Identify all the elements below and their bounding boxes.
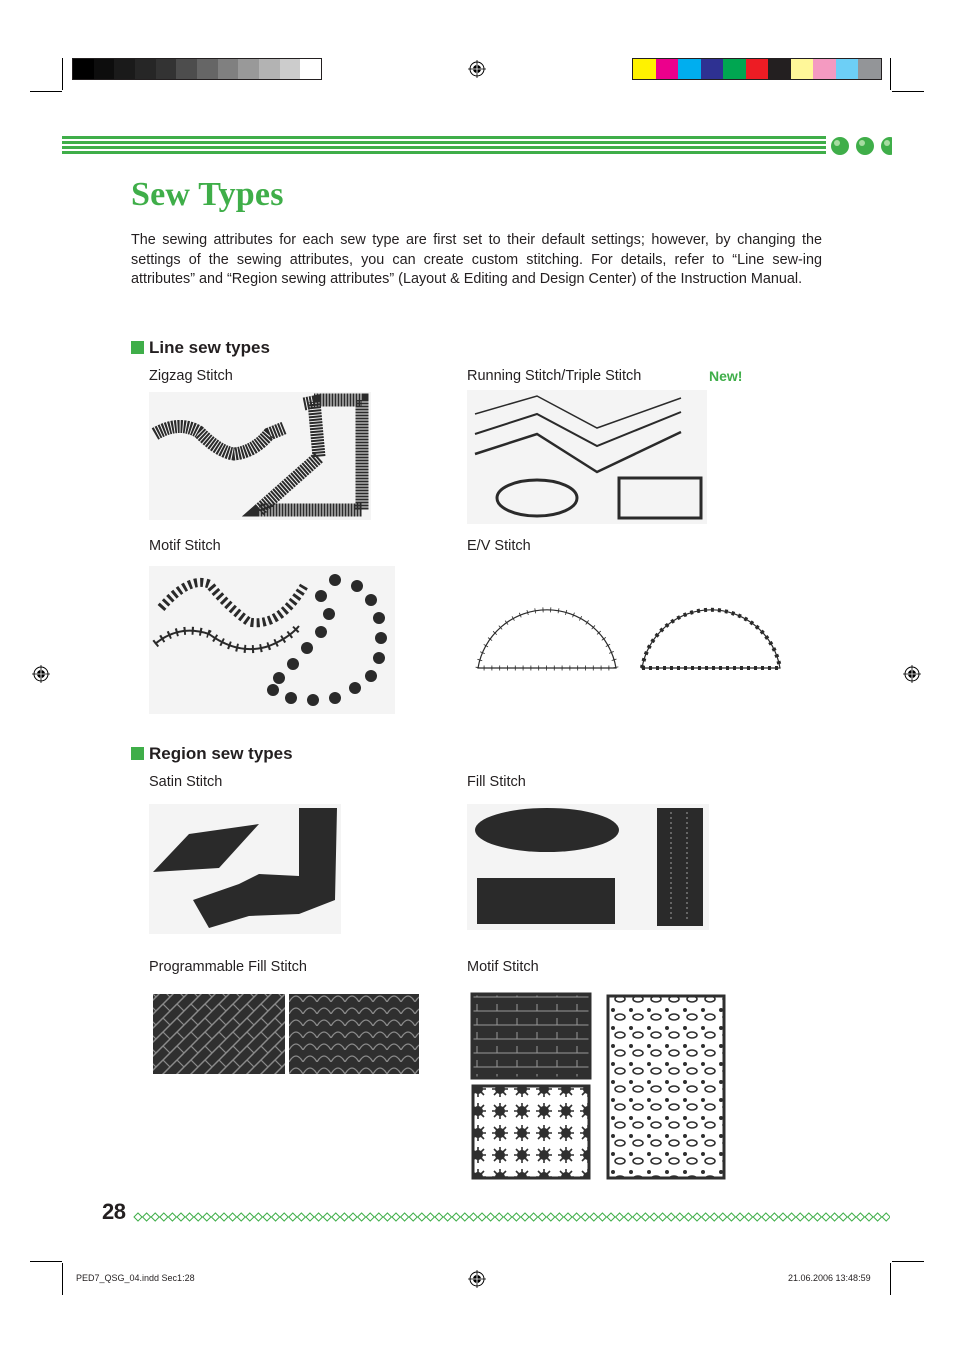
color-swatch bbox=[197, 59, 218, 79]
diamond-ornament bbox=[521, 1213, 529, 1221]
color-swatch bbox=[94, 59, 115, 79]
diamond-ornament bbox=[134, 1213, 142, 1221]
diamond-ornament bbox=[650, 1213, 658, 1221]
label-zigzag-stitch: Zigzag Stitch bbox=[149, 368, 233, 384]
color-calibration-bar bbox=[632, 58, 882, 80]
diamond-ornament bbox=[263, 1213, 271, 1221]
diamond-ornament bbox=[220, 1213, 228, 1221]
label-fill-stitch: Fill Stitch bbox=[467, 774, 526, 790]
color-swatch bbox=[656, 59, 679, 79]
diamond-ornament bbox=[753, 1213, 761, 1221]
diamond-ornament bbox=[418, 1213, 426, 1221]
page-title: Sew Types bbox=[131, 176, 284, 213]
diamond-ornament bbox=[702, 1213, 710, 1221]
color-swatch bbox=[176, 59, 197, 79]
color-swatch bbox=[768, 59, 791, 79]
diamond-ornament bbox=[444, 1213, 452, 1221]
diamond-ornament bbox=[710, 1213, 718, 1221]
ev-stitch-illustration bbox=[470, 572, 784, 674]
label-programmable-fill-stitch: Programmable Fill Stitch bbox=[149, 959, 307, 975]
crop-mark bbox=[62, 1263, 63, 1295]
crop-mark bbox=[892, 91, 924, 92]
color-swatch bbox=[238, 59, 259, 79]
diamond-ornament bbox=[882, 1213, 890, 1221]
diamond-ornament bbox=[194, 1213, 202, 1221]
diamond-ornament bbox=[693, 1213, 701, 1221]
crop-mark bbox=[890, 58, 891, 90]
zigzag-stitch-illustration bbox=[149, 392, 371, 520]
label-ev-stitch: E/V Stitch bbox=[467, 538, 531, 554]
motif-stitch-line-illustration bbox=[149, 566, 395, 714]
diamond-ornament bbox=[822, 1213, 830, 1221]
diamond-ornament bbox=[727, 1213, 735, 1221]
diamond-ornament bbox=[289, 1213, 297, 1221]
diamond-ornament bbox=[573, 1213, 581, 1221]
satin-stitch-illustration bbox=[149, 804, 341, 934]
color-swatch bbox=[73, 59, 94, 79]
diamond-ornament bbox=[168, 1213, 176, 1221]
diamond-ornament bbox=[598, 1213, 606, 1221]
slug-file-info: PED7_QSG_04.indd Sec1:28 bbox=[76, 1273, 195, 1283]
color-swatch bbox=[218, 59, 239, 79]
diamond-ornament bbox=[719, 1213, 727, 1221]
diamond-ornament bbox=[779, 1213, 787, 1221]
diamond-ornament bbox=[435, 1213, 443, 1221]
diamond-ornament bbox=[745, 1213, 753, 1221]
diamond-ornament bbox=[297, 1213, 305, 1221]
diamond-ornament bbox=[512, 1213, 520, 1221]
label-running-stitch: Running Stitch/Triple Stitch bbox=[467, 368, 642, 384]
crop-mark bbox=[892, 1261, 924, 1262]
color-swatch bbox=[701, 59, 724, 79]
diamond-ornament bbox=[796, 1213, 804, 1221]
diamond-ornament bbox=[349, 1213, 357, 1221]
diamond-ornament bbox=[547, 1213, 555, 1221]
color-swatch bbox=[259, 59, 280, 79]
crop-mark bbox=[62, 58, 63, 90]
diamond-ornament bbox=[641, 1213, 649, 1221]
page-number: 28 bbox=[102, 1199, 126, 1224]
diamond-ornament bbox=[426, 1213, 434, 1221]
heading-text: Region sew types bbox=[149, 744, 293, 763]
diamond-ornament bbox=[495, 1213, 503, 1221]
diamond-ornament bbox=[590, 1213, 598, 1221]
diamond-ornament bbox=[856, 1213, 864, 1221]
diamond-ornament bbox=[375, 1213, 383, 1221]
diamond-ornament bbox=[358, 1213, 366, 1221]
diamond-ornament bbox=[469, 1213, 477, 1221]
diamond-ornament bbox=[186, 1213, 194, 1221]
diamond-ornament bbox=[237, 1213, 245, 1221]
diamond-ornament bbox=[280, 1213, 288, 1221]
color-swatch bbox=[791, 59, 814, 79]
diamond-ornament bbox=[839, 1213, 847, 1221]
diamond-ornament bbox=[151, 1213, 159, 1221]
header-stripe-band bbox=[62, 134, 892, 158]
diamond-ornament bbox=[813, 1213, 821, 1221]
crop-mark bbox=[890, 1263, 891, 1295]
diamond-ornament bbox=[633, 1213, 641, 1221]
diamond-ornament bbox=[624, 1213, 632, 1221]
diamond-ornament bbox=[659, 1213, 667, 1221]
registration-mark-icon bbox=[32, 665, 50, 683]
registration-mark-icon bbox=[903, 665, 921, 683]
diamond-ornament bbox=[272, 1213, 280, 1221]
registration-mark-icon bbox=[468, 60, 486, 78]
diamond-ornament bbox=[461, 1213, 469, 1221]
diamond-ornament bbox=[211, 1213, 219, 1221]
color-swatch bbox=[156, 59, 177, 79]
new-badge: New! bbox=[709, 368, 743, 384]
color-swatch bbox=[836, 59, 859, 79]
color-swatch bbox=[813, 59, 836, 79]
diamond-ornament bbox=[229, 1213, 237, 1221]
programmable-fill-stitch-illustration bbox=[149, 990, 423, 1078]
color-swatch bbox=[723, 59, 746, 79]
diamond-ornament bbox=[340, 1213, 348, 1221]
green-square-bullet-icon bbox=[131, 341, 144, 354]
diamond-ornament bbox=[401, 1213, 409, 1221]
diamond-ornament bbox=[865, 1213, 873, 1221]
crop-mark bbox=[30, 91, 62, 92]
diamond-ornament bbox=[676, 1213, 684, 1221]
diamond-ornament bbox=[788, 1213, 796, 1221]
diamond-ornament bbox=[684, 1213, 692, 1221]
heading-text: Line sew types bbox=[149, 338, 270, 357]
green-square-bullet-icon bbox=[131, 747, 144, 760]
label-motif-stitch-line: Motif Stitch bbox=[149, 538, 221, 554]
color-swatch bbox=[633, 59, 656, 79]
diamond-ornament bbox=[306, 1213, 314, 1221]
diamond-ornament bbox=[762, 1213, 770, 1221]
registration-mark-icon bbox=[468, 1270, 486, 1288]
label-satin-stitch: Satin Stitch bbox=[149, 774, 223, 790]
diamond-ornament bbox=[504, 1213, 512, 1221]
diamond-ornament bbox=[392, 1213, 400, 1221]
running-stitch-illustration bbox=[467, 390, 707, 524]
diamond-ornament bbox=[607, 1213, 615, 1221]
color-swatch bbox=[114, 59, 135, 79]
diamond-ornament bbox=[143, 1213, 151, 1221]
section-heading-line-sew-types bbox=[131, 338, 270, 358]
diamond-ornament bbox=[770, 1213, 778, 1221]
diamond-ornament bbox=[160, 1213, 168, 1221]
slug-timestamp: 21.06.2006 13:48:59 bbox=[788, 1273, 871, 1283]
diamond-ornament bbox=[254, 1213, 262, 1221]
diamond-ornament bbox=[555, 1213, 563, 1221]
crop-mark bbox=[30, 1261, 62, 1262]
diamond-ornament bbox=[323, 1213, 331, 1221]
diamond-ornament bbox=[452, 1213, 460, 1221]
diamond-ornament bbox=[564, 1213, 572, 1221]
color-swatch bbox=[678, 59, 701, 79]
diamond-ornament bbox=[848, 1213, 856, 1221]
diamond-ornament bbox=[315, 1213, 323, 1221]
color-swatch bbox=[858, 59, 881, 79]
diamond-ornament bbox=[831, 1213, 839, 1221]
color-swatch bbox=[300, 59, 321, 79]
color-swatch bbox=[135, 59, 156, 79]
gray-ramp-bar bbox=[72, 58, 322, 80]
diamond-ornament bbox=[805, 1213, 813, 1221]
diamond-ornament bbox=[538, 1213, 546, 1221]
diamond-ornament bbox=[530, 1213, 538, 1221]
diamond-ornament bbox=[478, 1213, 486, 1221]
diamond-ornament bbox=[246, 1213, 254, 1221]
diamond-ornament bbox=[383, 1213, 391, 1221]
diamond-ornament bbox=[332, 1213, 340, 1221]
diamond-ornament bbox=[736, 1213, 744, 1221]
diamond-ornament bbox=[177, 1213, 185, 1221]
diamond-ornament bbox=[667, 1213, 675, 1221]
intro-paragraph: The sewing attributes for each sew type are first set to their default settings; however, by changing the settings of the sewing attributes, you can create custom stitching. For details, refer to “Line sew-ing attributes” and “Region sewing attributes” (Layout & Editing and Design Center) of the Instruction Manual. bbox=[131, 232, 822, 287]
diamond-ornament bbox=[487, 1213, 495, 1221]
diamond-border-divider bbox=[132, 1211, 890, 1223]
label-motif-stitch-region: Motif Stitch bbox=[467, 959, 539, 975]
section-heading-region-sew-types bbox=[131, 744, 293, 764]
fill-stitch-illustration bbox=[467, 804, 709, 930]
diamond-ornament bbox=[203, 1213, 211, 1221]
motif-stitch-region-illustration bbox=[467, 990, 729, 1182]
diamond-ornament bbox=[616, 1213, 624, 1221]
color-swatch bbox=[280, 59, 301, 79]
color-swatch bbox=[746, 59, 769, 79]
diamond-ornament bbox=[874, 1213, 882, 1221]
diamond-ornament bbox=[581, 1213, 589, 1221]
diamond-ornament bbox=[366, 1213, 374, 1221]
diamond-ornament bbox=[409, 1213, 417, 1221]
